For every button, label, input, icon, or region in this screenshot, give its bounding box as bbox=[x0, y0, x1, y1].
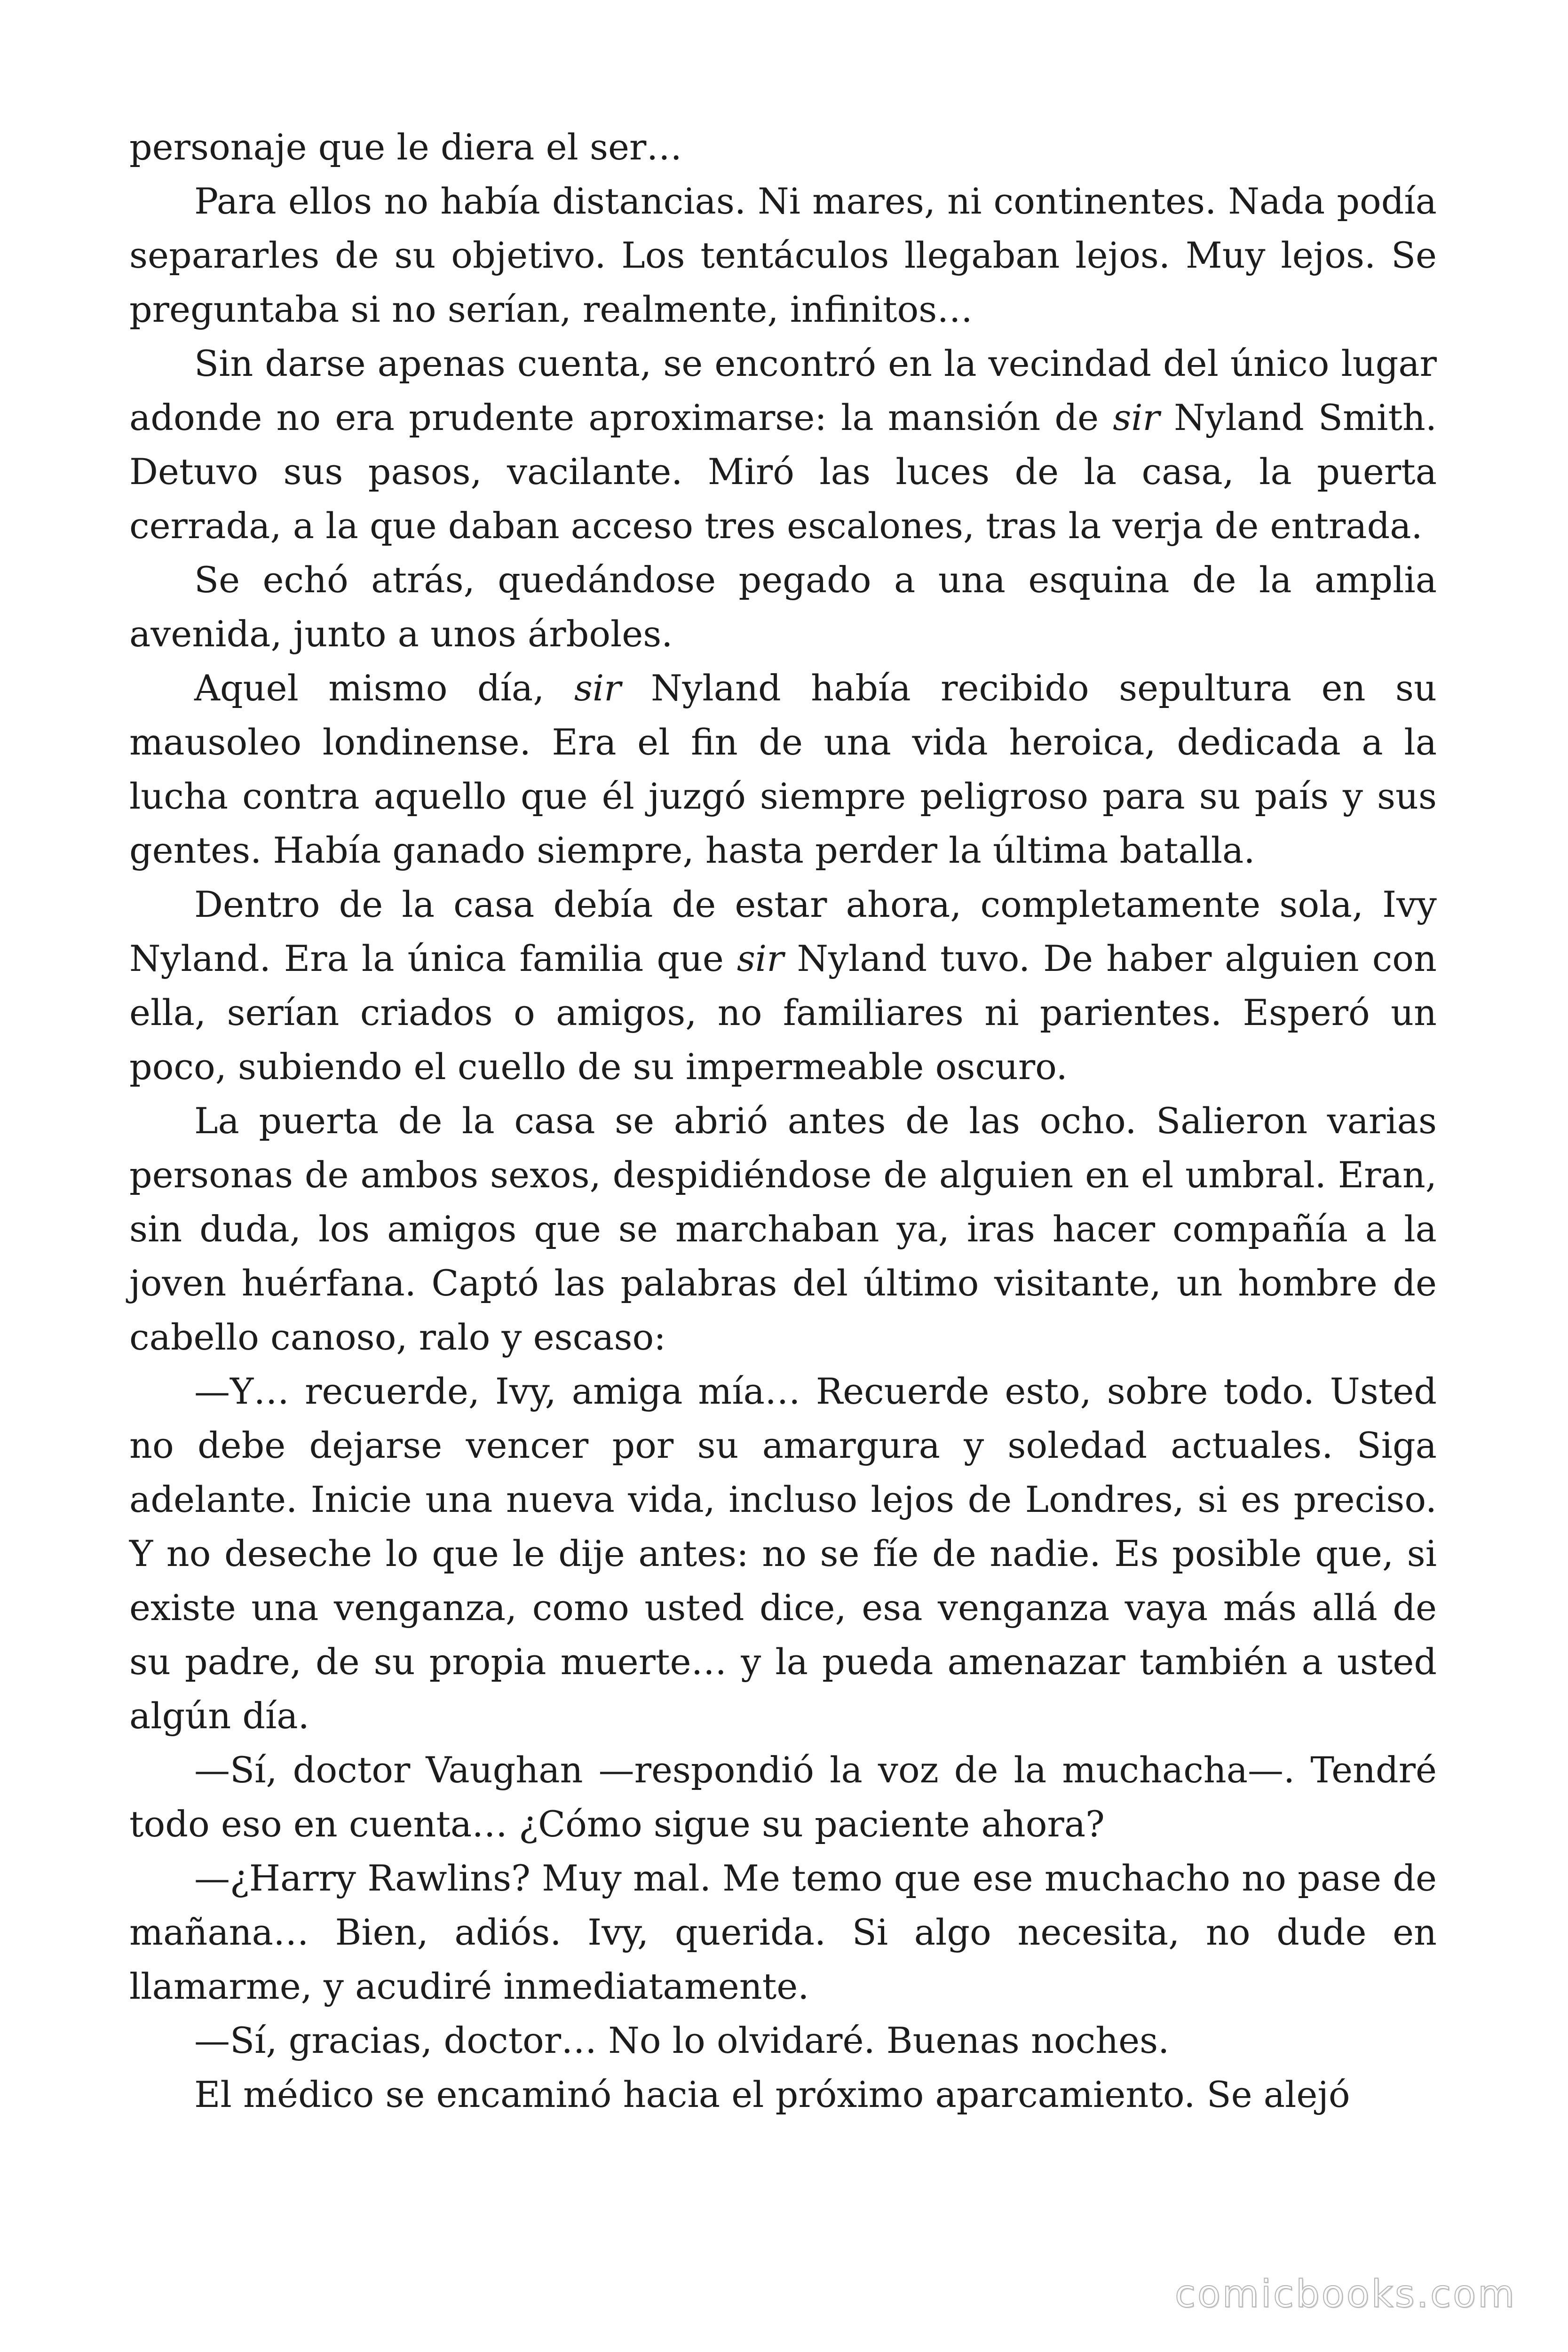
text-segment: Aquel mismo día, bbox=[194, 667, 574, 709]
paragraph bbox=[129, 661, 1437, 877]
italic-text: sir bbox=[736, 938, 784, 979]
paragraph bbox=[129, 553, 1437, 661]
text-segment: Para ellos no había distancias. Ni mares, ni continentes. Nada podía separarles de su objetivo. Los tentáculos llegaban lejos. Muy lejos. Se preguntaba si no serían, realmente, infinitos… bbox=[129, 180, 1437, 330]
text-segment: Sin darse apenas cuenta, se encontró en la vecindad del único lugar adonde no era prudente aproximarse: la mansión de bbox=[129, 342, 1437, 438]
paragraph bbox=[129, 174, 1437, 336]
paragraph bbox=[129, 1851, 1437, 2013]
italic-text: sir bbox=[574, 667, 621, 709]
text-segment: Dentro de la casa debía de estar ahora, completamente sola, Ivy Nyland. Era la única familia que bbox=[129, 883, 1437, 979]
text-segment: personaje que le diera el ser… bbox=[129, 126, 682, 168]
text-segment: —¿Harry Rawlins? Muy mal. Me temo que ese muchacho no pase de mañana… Bien, adiós. Ivy, querida. Si algo necesita, no dude en llamarme, y acudiré inmediatamente. bbox=[129, 1857, 1437, 2007]
text-segment: Nyland había recibido sepultura en su mausoleo londinense. Era el fin de una vida heroica, dedicada a la lucha contra aquello que él juzgó siempre peligroso para su país y sus gentes. Había ganado siempre, hasta perder la última batalla. bbox=[129, 667, 1437, 871]
paragraph bbox=[129, 1094, 1437, 1364]
text-segment: —Sí, doctor Vaughan —respondió la voz de la muchacha—. Tendré todo eso en cuenta… ¿Cómo sigue su paciente ahora? bbox=[129, 1749, 1437, 1845]
text-segment: Nyland Smith. Detuvo sus pasos, vacilante. Miró las luces de la casa, la puerta cerrada, a la que daban acceso tres escalones, tras la verja de entrada. bbox=[129, 397, 1437, 547]
text-segment: Nyland tuvo. De haber alguien con ella, serían criados o amigos, no familiares ni parientes. Esperó un poco, subiendo el cuello de su impermeable oscuro. bbox=[129, 938, 1437, 1088]
watermark: comicbooks.com bbox=[1174, 2272, 1516, 2316]
text-segment: La puerta de la casa se abrió antes de las ocho. Salieron varias personas de ambos sexos, despidiéndose de alguien en el umbral. Eran, sin duda, los amigos que se marchaban ya, iras hacer compañía a la joven huérfana. Captó las palabras del último visitante, un hombre de cabello canoso, ralo y escaso: bbox=[129, 1100, 1437, 1358]
body-text bbox=[129, 120, 1437, 2122]
paragraph bbox=[129, 1364, 1437, 1743]
paragraph bbox=[129, 2067, 1437, 2122]
text-segment: —Y… recuerde, Ivy, amiga mía… Recuerde esto, sobre todo. Usted no debe dejarse vencer por su amargura y soledad actuales. Siga adelante. Inicie una nueva vida, incluso lejos de Londres, si es preciso. Y no deseche lo que le dije antes: no se fíe de nadie. Es posible que, si existe una venganza, como usted dice, esa venganza vaya más allá de su padre, de su propia muerte… y la pueda amenazar también a usted algún día. bbox=[129, 1370, 1437, 1737]
paragraph bbox=[129, 2013, 1437, 2067]
paragraph bbox=[129, 120, 1437, 174]
paragraph bbox=[129, 1743, 1437, 1851]
italic-text: sir bbox=[1113, 397, 1160, 438]
paragraph bbox=[129, 336, 1437, 553]
text-segment: El médico se encaminó hacia el próximo aparcamiento. Se alejó bbox=[194, 2074, 1350, 2115]
text-segment: —Sí, gracias, doctor… No lo olvidaré. Buenas noches. bbox=[194, 2019, 1170, 2061]
paragraph bbox=[129, 877, 1437, 1094]
text-segment: Se echó atrás, quedándose pegado a una esquina de la amplia avenida, junto a unos árboles. bbox=[129, 559, 1437, 655]
